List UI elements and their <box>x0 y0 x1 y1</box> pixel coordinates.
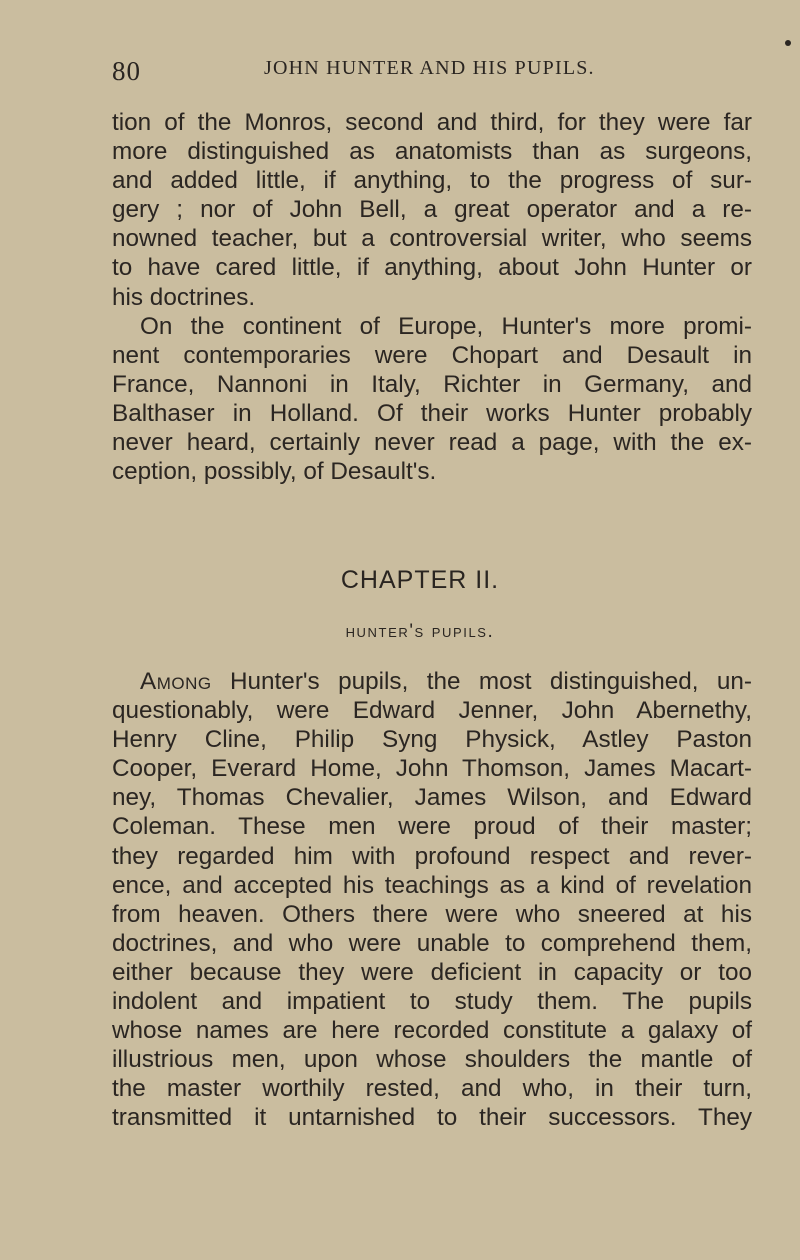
text-line: the master worthily rested, and who, in their turn, <box>112 1075 752 1103</box>
text-line: ception, possibly, of Desault's. <box>112 458 437 486</box>
chapter-body <box>112 667 752 1133</box>
text-line: and added little, if anything, to the progress of sur- <box>112 167 752 195</box>
chapter-title: CHAPTER II. <box>340 566 500 594</box>
text-line: doctrines, and who were unable to comprehend them, <box>112 929 752 957</box>
running-head <box>112 52 752 92</box>
text-line: more distinguished as anatomists than as surgeons, <box>112 138 752 166</box>
text-line: ney, Thomas Chevalier, James Wilson, and Edward <box>112 784 752 812</box>
text-line: Coleman. These men were proud of their master; <box>112 813 752 841</box>
text-line: Henry Cline, Philip Syng Physick, Astley Paston <box>112 726 752 754</box>
text-line <box>112 667 752 696</box>
text-line: never heard, certainly never read a page, with the ex- <box>112 429 752 457</box>
text-line: questionably, were Edward Jenner, John Abernethy, <box>112 697 752 725</box>
page-number: 80 <box>112 56 141 86</box>
text-line: transmitted it untarnished to their successors. They <box>112 1104 752 1132</box>
text-line: nowned teacher, but a controversial writer, who seems <box>112 225 752 253</box>
paragraph-continent <box>112 312 752 487</box>
text-line: either because they were deficient in capacity or too <box>112 958 752 986</box>
text-line: to have cared little, if anything, about John Hunter or <box>112 254 752 282</box>
text-line: France, Nannoni in Italy, Richter in Germany, and <box>112 370 752 398</box>
text-line: ence, and accepted his teachings as a kind of revelation <box>112 871 752 899</box>
paragraph-monros <box>112 108 752 312</box>
text-line: nent contemporaries were Chopart and Desault in <box>112 341 752 369</box>
text-line: On the continent of Europe, Hunter's more promi- <box>140 312 752 340</box>
text-line: his doctrines. <box>112 283 256 311</box>
running-title: JOHN HUNTER AND HIS PUPILS. <box>264 57 595 79</box>
text-line: tion of the Monros, second and third, for they were far <box>112 109 752 136</box>
text-line: Cooper, Everard Home, John Thomson, James Macart- <box>112 755 752 783</box>
text-line: illustrious men, upon whose shoulders the mantle of <box>112 1046 752 1074</box>
text-line: from heaven. Others there were who sneered at his <box>112 900 752 928</box>
text-line: indolent and impatient to study them. The pupils <box>112 988 752 1016</box>
chapter-subtitle: hunter's pupils. <box>345 621 495 642</box>
first-line-rest: Hunter's pupils, the most distinguished, un- <box>211 668 752 695</box>
ink-speck <box>785 40 791 46</box>
text-line: gery ; nor of John Bell, a great operator and a re- <box>112 196 752 224</box>
text-line: they regarded him with profound respect and rever- <box>112 842 752 870</box>
first-word: Among <box>140 668 212 695</box>
paragraph-pupils <box>112 667 752 1133</box>
body-text <box>112 108 752 486</box>
text-line: whose names are here recorded constitute a galaxy of <box>112 1017 752 1045</box>
text-line: Balthaser in Holland. Of their works Hunter probably <box>112 399 752 427</box>
